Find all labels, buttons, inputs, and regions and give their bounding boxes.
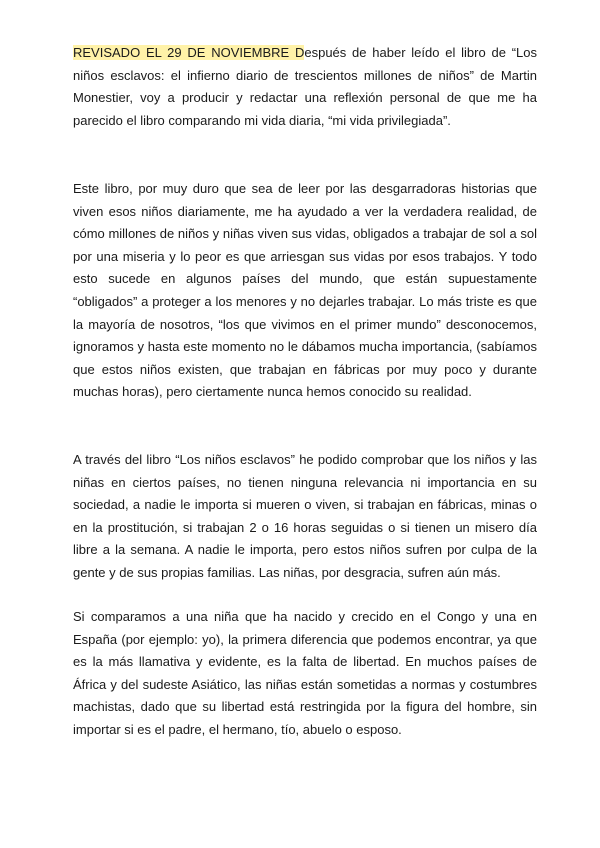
paragraph-intro [73,42,537,132]
paragraph-intro-text: espués de haber leído el libro de “Los niños esclavos: el infierno diario de trescientos millones de niños” de Martin Monestier, voy a producir y redactar una reflexión personal de que me ha parecido el libro comparando mi vida diaria, “mi vida privilegiada”. [73,45,537,128]
paragraph-comparison: Si comparamos a una niña que ha nacido y crecido en el Congo y una en España (por ejemplo: yo), la primera diferencia que podemos encontrar, ya que es la más llamativa y evidente, es la falta de libertad. En muchos países de África y del sudeste Asiático, las niñas están sometidas a normas y costumbres machistas, dado que su libertad está restringida por la figura del hombre, sin importar si es el padre, el hermano, tío, abuelo o esposo. [73,609,537,737]
paragraph-book-impact: Este libro, por muy duro que sea de leer por las desgarradoras historias que viven esos niños diariamente, me ha ayudado a ver la verdadera realidad, de cómo millones de niños y niñas viven sus vidas, obligados a trabajar de sol a sol por una miseria y lo peor es que arriesgan sus vidas por esos trabajos. Y todo esto sucede en algunos países del mundo, que están supuestamente “obligados” a proteger a los menores y no dejarles trabajar. Lo más triste es que la mayoría de nosotros, “los que vivimos en el primer mundo” desconocemos, ignoramos y hasta este momento no le dábamos mucha importancia, (sabíamos que estos niños existen, que trabajan en fábricas por muy poco y durante muchas horas), pero ciertamente nunca hemos conocido su realidad. [73,181,537,400]
revision-highlight: REVISADO EL 29 DE NOVIEMBRE D [73,45,305,60]
paragraph-children-relevance: A través del libro “Los niños esclavos” he podido comprobar que los niños y las niñas en ciertos países, no tienen ninguna relevancia ni importancia en su sociedad, a nadie le importa si mueren o viven, si trabajan en fábricas, minas o en la prostitución, si trabajan 2 o 16 horas seguidas o si tienen un misero día libre a la semana. A nadie le importa, pero estos niños sufren por culpa de la gente y de sus propias familias. Las niñas, por desgracia, sufren aún más. [73,452,537,580]
